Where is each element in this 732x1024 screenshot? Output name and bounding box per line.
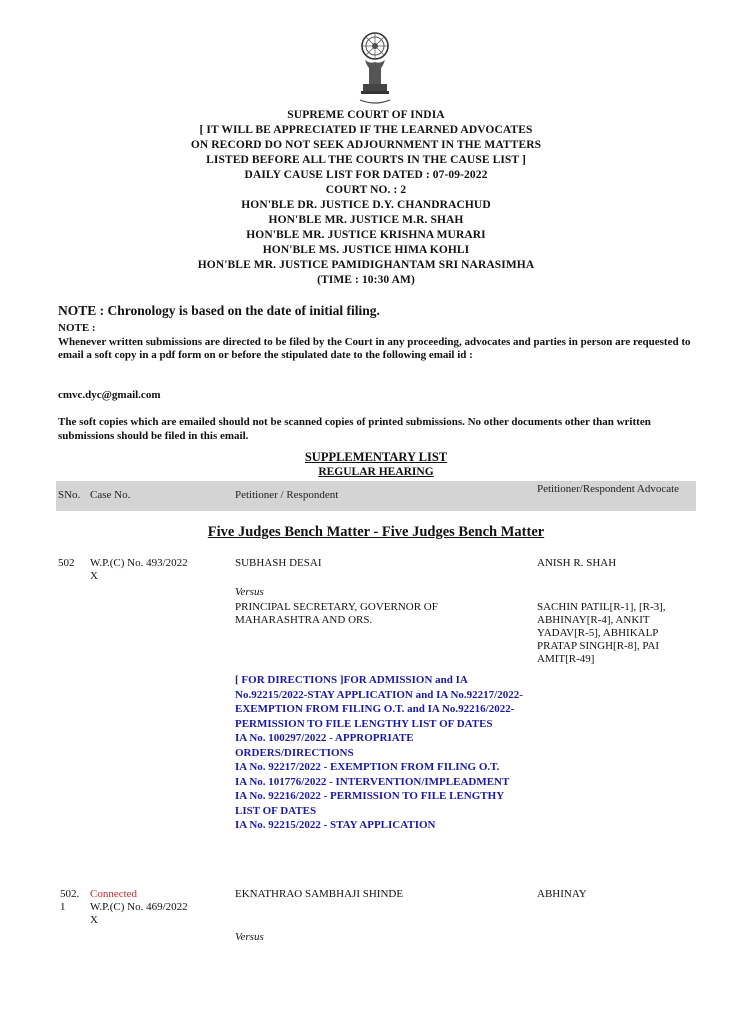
email-address: cmvc.dyc@gmail.com	[58, 389, 161, 401]
case-2-case-no: W.P.(C) No. 469/2022	[90, 901, 188, 913]
case-2-number	[90, 888, 220, 927]
judge-2: HON'BLE MR. JUSTICE M.R. SHAH	[268, 214, 464, 226]
case-1-case-suffix: X	[90, 570, 98, 582]
case-1-versus: Versus	[235, 586, 264, 598]
bench-title: Five Judges Bench Matter - Five Judges Bench Matter	[207, 524, 545, 540]
case-1-respondent: PRINCIPAL SECRETARY, GOVERNOR OF MAHARASHTRA AND ORS.	[235, 601, 438, 626]
list-subtitle: REGULAR HEARING	[318, 466, 434, 478]
advocate-note-line-2: ON RECORD DO NOT SEEK ADJOURNMENT IN THE MATTERS	[190, 139, 542, 151]
case-1-respondent-advocate: SACHIN PATIL[R-1], [R-3], ABHINAY[R-4], ANKIT YADAV[R-5], ABHIKALP PRATAP SINGH[R-8], PAI AMIT[R-49]	[537, 601, 666, 665]
table-header	[56, 481, 696, 511]
case-1-ia-list	[235, 673, 525, 833]
case-2-sno-main: 502.	[60, 888, 80, 900]
ia-item-92216: IA No. 92216/2022 - PERMISSION TO FILE LENGTHY LIST OF DATES	[235, 790, 504, 817]
case-1-petitioner-advocate: ANISH R. SHAH	[537, 557, 617, 569]
judge-3: HON'BLE MR. JUSTICE KRISHNA MURARI	[246, 229, 486, 241]
connected-badge: Connected	[90, 888, 138, 900]
case-1-petitioner: SUBHASH DESAI	[235, 557, 322, 569]
advocate-note-line-3: LISTED BEFORE ALL THE COURTS IN THE CAUSE LIST ]	[206, 154, 526, 166]
case-1-case-no: W.P.(C) No. 493/2022	[90, 557, 188, 569]
list-title: SUPPLEMENTARY LIST	[304, 450, 448, 464]
header-parties: Petitioner / Respondent	[235, 489, 339, 501]
case-1-sno: 502	[58, 557, 75, 569]
ia-item-directions: [ FOR DIRECTIONS ]FOR ADMISSION and IA No.92215/2022-STAY APPLICATION and IA No.92217/2022-EXEMPTION FROM FILING O.T. and IA No.92216/2022-PERMISSION TO FILE LENGTHY LIST OF DATES	[235, 674, 523, 730]
ia-item-92215: IA No. 92215/2022 - STAY APPLICATION	[235, 819, 436, 831]
header-case-no: Case No.	[90, 489, 131, 501]
judge-1: HON'BLE DR. JUSTICE D.Y. CHANDRACHUD	[241, 199, 491, 211]
supreme-court-emblem	[350, 30, 400, 110]
court-name: SUPREME COURT OF INDIA	[287, 109, 445, 121]
case-2-sno-sub: 1	[60, 901, 66, 913]
case-2-sno	[60, 888, 79, 914]
case-2-petitioner-advocate: ABHINAY	[537, 888, 587, 900]
ia-item-100297: IA No. 100297/2022 - APPROPRIATE ORDERS/DIRECTIONS	[235, 732, 414, 759]
cause-list-date: DAILY CAUSE LIST FOR DATED : 07-09-2022	[244, 169, 488, 181]
case-1-number	[90, 557, 220, 583]
hearing-time: (TIME : 10:30 AM)	[317, 274, 415, 286]
header-sno: SNo.	[58, 489, 81, 501]
advocate-note-line-1: [ IT WILL BE APPRECIATED IF THE LEARNED ADVOCATES	[199, 124, 533, 136]
cause-list-header	[0, 108, 732, 288]
court-number: COURT NO. : 2	[325, 184, 407, 196]
note-block	[58, 322, 698, 363]
case-2-petitioner: EKNATHRAO SAMBHAJI SHINDE	[235, 888, 404, 900]
note-text: Whenever written submissions are directed to be filed by the Court in any proceeding, advocates and parties in person are requested to email a soft copy in a pdf form on or before the stipulated date to the following email id :	[58, 335, 691, 362]
ia-item-92217: IA No. 92217/2022 - EXEMPTION FROM FILING O.T.	[235, 761, 500, 773]
case-2-versus: Versus	[235, 931, 264, 943]
chronology-note: NOTE : Chronology is based on the date of initial filing.	[58, 303, 380, 318]
header-advocate: Petitioner/Respondent Advocate	[537, 483, 680, 495]
note-label: NOTE :	[58, 322, 96, 334]
judge-5: HON'BLE MR. JUSTICE PAMIDIGHANTAM SRI NARASIMHA	[197, 259, 535, 271]
soft-copies-note: The soft copies which are emailed should not be scanned copies of printed submissions. No other documents other than written submissions should be filed in this email.	[58, 416, 651, 442]
ia-item-101776: IA No. 101776/2022 - INTERVENTION/IMPLEADMENT	[235, 775, 510, 788]
case-2-case-suffix: X	[90, 914, 98, 926]
judge-4: HON'BLE MS. JUSTICE HIMA KOHLI	[262, 244, 470, 256]
